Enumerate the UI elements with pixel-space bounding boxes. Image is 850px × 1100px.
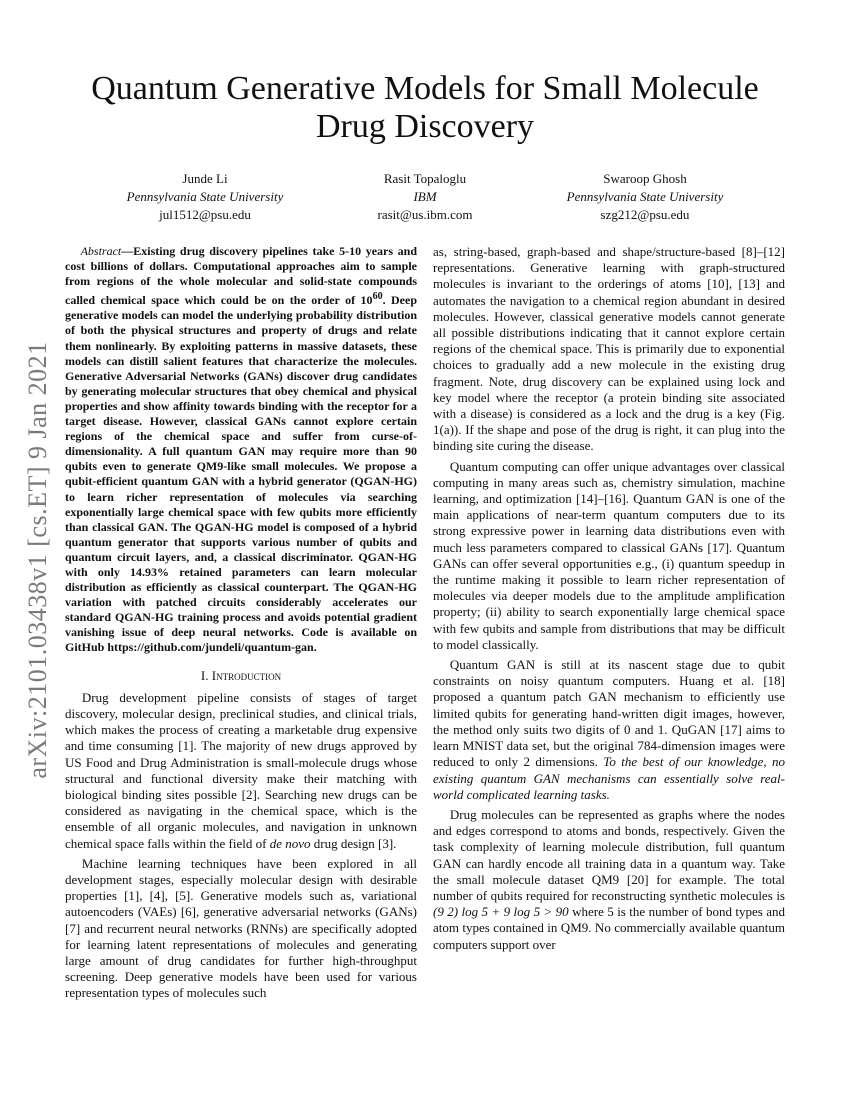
author-email: rasit@us.ibm.com [377,207,473,222]
author-email: jul1512@psu.edu [159,207,251,222]
intro-p1-text: Drug development pipeline consists of stages of target discovery, molecular design, preclinical studies, and clinical trials, which makes the process of creating a marketable drug expensive and time consuming [1]. The majority of new drugs approved by US Food and Drug Administration is small-molecule drugs whose structural and functional diversity make their matching with biological binding sites possible [2]. Searching new drugs can be considered as navigating in the chemical space, which is the ensemble of all organic molecules, and navigation in unknown chemical space falls within the field of [65,689,417,851]
section-number: I. [200,667,209,683]
right-paragraph-3 [433,657,785,803]
section-title: Introduction [211,667,282,683]
author-name: Junde Li [182,171,228,186]
author-3 [540,170,750,224]
right-p3-text: Quantum GAN is still at its nascent stage due to qubit constraints on noisy quantum computers. Huang et al. [18] proposed a quantum patch GAN mechanism to efficiently use limited qubits for generating hand-written digit images, however, the method only suits two digits of 0 and 1. QuGAN [17] aims to learn MNIST data set, but the original 784-dimension images were reduced to only 2 dimensions. [433,657,785,770]
right-p4-math: (9 2) log 5 + 9 log 5 > 90 [433,904,569,920]
author-affiliation: Pennsylvania State University [126,189,284,204]
right-paragraph-4 [433,807,785,953]
arxiv-id-text: arXiv:2101.03438v1 [cs.ET] 9 Jan 2021 [23,341,52,779]
right-p4-end: where 5 is the number of bond types and atom types contained in QM9. No commercially available quantum computers support over [433,904,785,952]
author-name: Rasit Topaloglu [383,171,467,186]
intro-p1-end: drug design [3]. [310,835,397,851]
section-heading-introduction [65,668,417,684]
intro-paragraph-2: Machine learning techniques have been explored in all development stages, especially molecular design with desirable properties [1], [4], [5]. Generative models such as, variational autoencoders (VAEs) [6], generative adversarial networks (GANs) [7] and recurrent neural networks (RNNs) are specifically adopted for learning latent representations of molecules and generating large amount of drug candidates for further high-throughput screening. Deep generative models have been used for various representation types of molecules such [65,855,417,1001]
right-paragraph-2: Quantum computing can offer unique advantages over classical computing in many areas such as, chemistry simulation, machine learning, and optimization [14]–[16]. Quantum GAN is one of the main applications of near-term quantum computers due to its strong expressive power in learning data distributions even with much less parameters compared to classical GANs [17]. Quantum GANs can offer several opportunities e.g., (i) quantum speedup in the runtime making it possible to learn richer representation of molecules via deeper models due to the amplitude amplification property; (ii) ability to search exponentially large chemical space with few qubits and sample from distributions that may be difficult to model classically. [433,458,785,652]
author-1 [100,170,310,224]
author-block [100,170,750,224]
abstract-label: Abstract [80,244,122,258]
abstract-text-b: . Deep generative models can model the underlying probability distribution of both the physical structures and property of drugs and relate them nonlinearly. By exploiting patterns in massive datasets, these models can distill salient features that characterize the molecules. Generative Adversarial Networks (GANs) discover drug candidates by generating molecular structures that obey chemical and physical properties and show affinity towards binding with the receptor for a target disease. However, classical GANs cannot explore certain regions of the chemical space and suffer from curse-of-dimensionality. A full quantum GAN may require more than 90 qubits even to generate QM9-like small molecules. We propose a qubit-efficient quantum GAN with a hybrid generator (QGAN-HG) to learn richer representation of molecules via searching exponentially large chemical space with few qubits more efficiently than classical GAN. The QGAN-HG model is composed of a hybrid quantum generator that supports various number of qubits and quantum circuit layers, and, a classical discriminator. QGAN-HG with only 14.93% retained parameters can learn molecular distribution as efficiently as classical counterpart. The QGAN-HG variation with patched circuits considerably accelerates our standard QGAN-HG training process and avoids potential gradient vanishing issue of deep neural networks. Code is available on GitHub https://github.com/jundeli/quantum-gan. [65,293,418,655]
abstract-exponent: 60 [372,291,383,303]
right-paragraph-1: as, string-based, graph-based and shape/structure-based [8]–[12] representations. Generative learning with graph-structured molecules is invariant to the orderings of atoms [10], [13] and automates the navigation to a chemical region abundant in desired molecules. However, classical generative models cannot generate all possible distributions indicating that it cannot explore certain regions of the chemical space. This is primarily due to exponential choices to gradually add a new molecule in the existing drug fragment. Note, drug discovery can be explained using lock and key model where the receptor (a protein binding site associated with a disease) is considered as a lock and the drug is a key (Fig. 1(a)). If the shape and pose of the drug is right, it can plug into the binding site curing the disease. [433,244,785,454]
right-column [433,244,785,953]
right-p4-text: Drug molecules can be represented as graphs where the nodes and edges correspond to atoms and bonds, respectively. Given the task complexity of learning molecule distribution, full quantum GAN can hardly encode all training data in a quantum way. Take the small molecule dataset QM9 [20] for example. The total number of qubits required for reconstructing synthetic molecules is [433,806,785,903]
paper-title: Quantum Generative Models for Small Molecule Drug Discovery [91,70,759,145]
intro-paragraph-1 [65,690,417,852]
author-email: szg212@psu.edu [600,207,690,222]
arxiv-identifier [0,0,50,1100]
author-name: Swaroop Ghosh [603,171,687,186]
author-affiliation: Pennsylvania State University [566,189,724,204]
author-affiliation: IBM [413,189,437,204]
right-p3-italic: To the best of our knowledge, no existing quantum GAN mechanisms can essentially solve real-world complicated learning tasks. [433,754,786,802]
intro-p1-italic: de novo [269,835,311,851]
abstract-text-a: —Existing drug discovery pipelines take 5-10 years and cost billions of dollars. Computational approaches aim to sample from regions of the whole molecular and solid-state compounds called chemical space which could be on the order of 10 [65,244,417,308]
abstract [65,244,417,656]
left-column [65,244,417,1002]
author-2 [320,170,530,224]
